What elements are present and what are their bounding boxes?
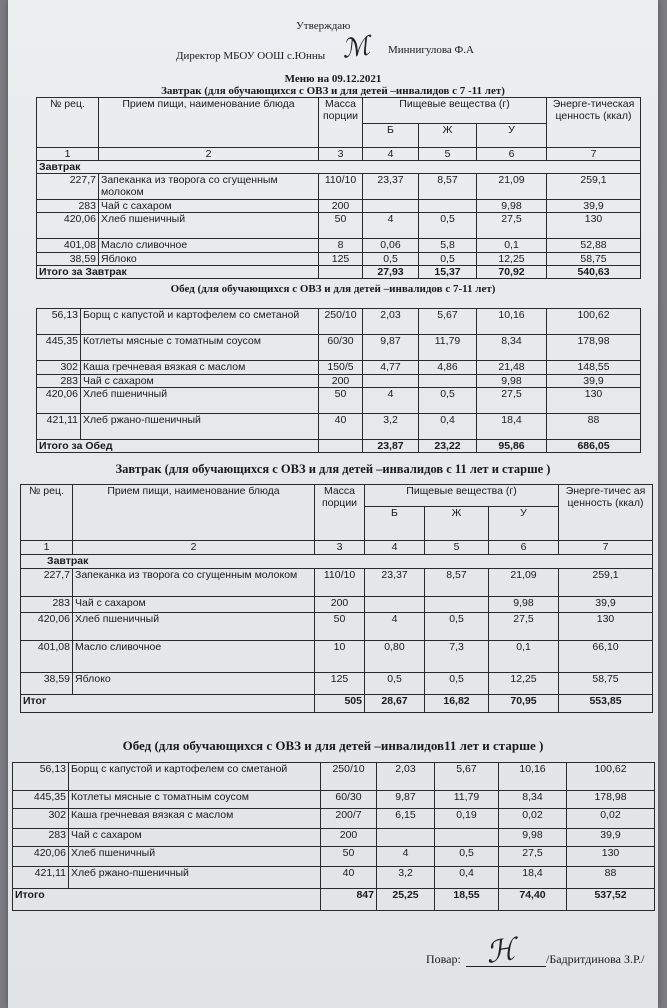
colnum: 2 [73, 541, 315, 555]
protein: 4 [363, 213, 419, 239]
carbs: 27,5 [489, 613, 559, 641]
table-row [21, 673, 653, 695]
cook-name: /Бадритдинова З.Р./ [546, 952, 645, 966]
dish-name: Яблоко [99, 253, 319, 266]
total-fat: 16,82 [425, 695, 489, 713]
energy: 259,1 [547, 174, 641, 200]
mass: 200 [321, 829, 377, 847]
colnum: 7 [547, 148, 641, 161]
protein: 9,87 [377, 791, 435, 809]
fat: 7,3 [425, 641, 489, 673]
total-mass [319, 266, 363, 279]
mass: 200 [319, 375, 363, 388]
fat [435, 829, 499, 847]
total-protein: 27,93 [363, 266, 419, 279]
energy: 130 [567, 847, 655, 867]
director-line: Директор МБОУ ООШ с.Юнны [176, 50, 326, 62]
header-nutrients: Пищевые вещества (г) [365, 485, 559, 507]
carbs: 8,34 [477, 335, 547, 361]
header-mass: Масса порции [315, 485, 365, 541]
energy: 39,9 [547, 375, 641, 388]
colnum: 6 [489, 541, 559, 555]
carbs: 27,5 [477, 388, 547, 414]
total-energy: 686,05 [547, 440, 641, 453]
fat: 5,8 [419, 239, 477, 253]
carbs: 9,98 [499, 829, 567, 847]
protein: 4,77 [363, 361, 419, 375]
protein: 23,37 [365, 569, 425, 597]
mass: 50 [315, 613, 365, 641]
protein: 4 [365, 613, 425, 641]
colnum: 7 [559, 541, 653, 555]
breakfast-11plus-table [20, 484, 653, 713]
fat [419, 375, 477, 388]
header-b: Б [363, 124, 419, 148]
table-row [37, 361, 641, 375]
table-row [21, 597, 653, 613]
recipe-num: 302 [37, 361, 81, 375]
carbs: 9,98 [489, 597, 559, 613]
recipe-num: 56,13 [13, 763, 69, 791]
mass: 50 [319, 388, 363, 414]
menu-date: Меню на 09.12.2021 [284, 73, 382, 85]
table-row [37, 309, 641, 335]
dish-name: Каша гречневая вязкая с маслом [81, 361, 319, 375]
table-row [37, 375, 641, 388]
table-row [37, 253, 641, 266]
carbs: 27,5 [477, 213, 547, 239]
protein: 3,2 [377, 867, 435, 889]
colnum: 4 [365, 541, 425, 555]
table-row [13, 791, 655, 809]
energy: 58,75 [559, 673, 653, 695]
fat: 5,67 [419, 309, 477, 335]
mass: 125 [315, 673, 365, 695]
mass: 110/10 [315, 569, 365, 597]
mass: 150/5 [319, 361, 363, 375]
dish-name: Чай с сахаром [73, 597, 315, 613]
recipe-num: 227,7 [37, 174, 99, 200]
total-label: Итого за Обед [37, 440, 319, 453]
total-label: Итог [21, 695, 315, 713]
header-b: Б [365, 507, 425, 541]
recipe-num: 445,35 [13, 791, 69, 809]
carbs: 9,98 [477, 200, 547, 213]
recipe-num: 421,11 [13, 867, 69, 889]
dish-name: Чай с сахаром [81, 375, 319, 388]
carbs: 9,98 [477, 375, 547, 388]
header-energy: Энерге-тичес ая ценность (ккал) [559, 485, 653, 541]
energy: 66,10 [559, 641, 653, 673]
recipe-num: 421,11 [37, 414, 81, 440]
carbs: 12,25 [477, 253, 547, 266]
fat: 0,4 [435, 867, 499, 889]
carbs: 0,02 [499, 809, 567, 829]
mass: 50 [319, 213, 363, 239]
approve-label: Утверждаю [296, 20, 351, 32]
recipe-num: 420,06 [37, 388, 81, 414]
energy: 130 [547, 388, 641, 414]
mass: 60/30 [321, 791, 377, 809]
table-row [13, 763, 655, 791]
protein: 0,06 [363, 239, 419, 253]
recipe-num: 56,13 [37, 309, 81, 335]
recipe-num: 283 [37, 200, 99, 213]
recipe-num: 420,06 [37, 213, 99, 239]
protein: 4 [377, 847, 435, 867]
mass: 110/10 [319, 174, 363, 200]
header-energy: Энерге-тическая ценность (ккал) [547, 98, 641, 148]
cook-signature: ℋ [483, 932, 518, 971]
breakfast-7-11-table [36, 97, 641, 279]
energy: 58,75 [547, 253, 641, 266]
fat: 0,4 [419, 414, 477, 440]
recipe-num: 38,59 [37, 253, 99, 266]
mass: 10 [315, 641, 365, 673]
section-title: Завтрак (для обучающихся с ОВЗ и для детей –инвалидов с 11 лет и старше ) [115, 462, 551, 476]
section-title: Обед (для обучающихся с ОВЗ и для детей –инвалидов11 лет и старше ) [122, 738, 544, 753]
total-row [37, 266, 641, 279]
fat: 0,5 [419, 213, 477, 239]
fat [425, 597, 489, 613]
table-row [37, 213, 641, 239]
protein: 3,2 [363, 414, 419, 440]
colnum: 3 [315, 541, 365, 555]
header-u: У [489, 507, 559, 541]
dish-name: Хлеб пшеничный [99, 213, 319, 239]
header-name: Прием пищи, наименование блюда [99, 98, 319, 148]
mass: 250/10 [319, 309, 363, 335]
carbs: 18,4 [477, 414, 547, 440]
carbs: 27,5 [499, 847, 567, 867]
dish-name: Чай с сахаром [69, 829, 321, 847]
fat: 8,57 [419, 174, 477, 200]
fat: 8,57 [425, 569, 489, 597]
recipe-num: 38,59 [21, 673, 73, 695]
total-carbs: 74,40 [499, 889, 567, 911]
dish-name: Чай с сахаром [99, 200, 319, 213]
energy: 39,9 [547, 200, 641, 213]
mass: 60/30 [319, 335, 363, 361]
carbs: 8,34 [499, 791, 567, 809]
protein: 2,03 [377, 763, 435, 791]
group-label: Завтрак [37, 161, 641, 174]
total-row [13, 889, 655, 911]
dish-name: Масло сливочное [99, 239, 319, 253]
total-label: Итого [13, 889, 321, 911]
total-mass [319, 440, 363, 453]
table-row [21, 569, 653, 597]
dish-name: Запеканка из творога со сгущенным молоком [99, 174, 319, 200]
recipe-num: 302 [13, 809, 69, 829]
section-title: Завтрак (для обучающихся с ОВЗ и для детей –инвалидов с 7 -11 лет) [161, 85, 505, 97]
protein: 0,80 [365, 641, 425, 673]
energy: 88 [567, 867, 655, 889]
dish-name: Хлеб пшеничный [69, 847, 321, 867]
energy: 148,55 [547, 361, 641, 375]
carbs: 21,09 [477, 174, 547, 200]
recipe-num: 401,08 [21, 641, 73, 673]
fat [419, 200, 477, 213]
recipe-num: 401,08 [37, 239, 99, 253]
energy: 178,98 [567, 791, 655, 809]
fat: 0,5 [435, 847, 499, 867]
colnum: 4 [363, 148, 419, 161]
total-energy: 553,85 [559, 695, 653, 713]
table-row [13, 867, 655, 889]
table-row [37, 174, 641, 200]
fat: 0,5 [419, 253, 477, 266]
table-row [37, 335, 641, 361]
total-protein: 25,25 [377, 889, 435, 911]
energy: 88 [547, 414, 641, 440]
table-row [13, 847, 655, 867]
colnum: 5 [425, 541, 489, 555]
dish-name: Хлеб ржано-пшеничный [81, 414, 319, 440]
fat: 0,5 [419, 388, 477, 414]
energy: 130 [559, 613, 653, 641]
dish-name: Каша гречневая вязкая с маслом [69, 809, 321, 829]
table-row [37, 239, 641, 253]
carbs: 18,4 [499, 867, 567, 889]
energy: 39,9 [559, 597, 653, 613]
recipe-num: 283 [13, 829, 69, 847]
colnum: 1 [21, 541, 73, 555]
director-signature: ℳ [340, 31, 372, 65]
colnum: 5 [419, 148, 477, 161]
table-row [37, 388, 641, 414]
header-u: У [477, 124, 547, 148]
energy: 0,02 [567, 809, 655, 829]
dish-name: Котлеты мясные с томатным соусом [69, 791, 321, 809]
table-row [21, 641, 653, 673]
director-name: Миннигулова Ф.А [388, 44, 474, 56]
recipe-num: 283 [37, 375, 81, 388]
protein: 4 [363, 388, 419, 414]
header-num: № рец. [37, 98, 99, 148]
total-carbs: 70,95 [489, 695, 559, 713]
total-mass: 847 [321, 889, 377, 911]
group-label: Завтрак [21, 555, 653, 569]
dish-name: Котлеты мясные с томатным соусом [81, 335, 319, 361]
header-name: Прием пищи, наименование блюда [73, 485, 315, 541]
header-zh: Ж [419, 124, 477, 148]
protein [377, 829, 435, 847]
total-mass: 505 [315, 695, 365, 713]
mass: 40 [321, 867, 377, 889]
lunch-11plus-table [12, 762, 655, 911]
recipe-num: 445,35 [37, 335, 81, 361]
energy: 130 [547, 213, 641, 239]
energy: 100,62 [547, 309, 641, 335]
energy: 39,9 [567, 829, 655, 847]
menu-document [8, 0, 658, 1008]
energy: 178,98 [547, 335, 641, 361]
table-row [37, 414, 641, 440]
total-protein: 23,87 [363, 440, 419, 453]
fat: 4,86 [419, 361, 477, 375]
mass: 200/7 [321, 809, 377, 829]
mass: 200 [319, 200, 363, 213]
dish-name: Масло сливочное [73, 641, 315, 673]
protein: 23,37 [363, 174, 419, 200]
dish-name: Хлеб пшеничный [73, 613, 315, 641]
mass: 125 [319, 253, 363, 266]
dish-name: Борщ с капустой и картофелем со сметаной [81, 309, 319, 335]
energy: 100,62 [567, 763, 655, 791]
lunch-7-11-table [36, 308, 641, 453]
header-nutrients: Пищевые вещества (г) [363, 98, 547, 124]
protein: 2,03 [363, 309, 419, 335]
cook-label: Повар: [426, 952, 461, 966]
mass: 50 [321, 847, 377, 867]
colnum: 3 [319, 148, 363, 161]
total-carbs: 70,92 [477, 266, 547, 279]
colnum: 1 [37, 148, 99, 161]
carbs: 0,1 [477, 239, 547, 253]
fat: 11,79 [435, 791, 499, 809]
total-fat: 23,22 [419, 440, 477, 453]
protein [363, 200, 419, 213]
energy: 259,1 [559, 569, 653, 597]
mass: 250/10 [321, 763, 377, 791]
mass: 8 [319, 239, 363, 253]
fat: 11,79 [419, 335, 477, 361]
dish-name: Хлеб ржано-пшеничный [69, 867, 321, 889]
fat: 0,5 [425, 673, 489, 695]
recipe-num: 227,7 [21, 569, 73, 597]
section-title: Обед (для обучающихся с ОВЗ и для детей –инвалидов с 7-11 лет) [170, 283, 496, 295]
carbs: 10,16 [499, 763, 567, 791]
header-num: № рец. [21, 485, 73, 541]
protein: 9,87 [363, 335, 419, 361]
total-fat: 15,37 [419, 266, 477, 279]
mass: 40 [319, 414, 363, 440]
recipe-num: 420,06 [13, 847, 69, 867]
energy: 52,88 [547, 239, 641, 253]
fat: 0,5 [425, 613, 489, 641]
dish-name: Яблоко [73, 673, 315, 695]
protein [365, 597, 425, 613]
total-energy: 537,52 [567, 889, 655, 911]
total-protein: 28,67 [365, 695, 425, 713]
total-fat: 18,55 [435, 889, 499, 911]
carbs: 0,1 [489, 641, 559, 673]
table-row [13, 809, 655, 829]
recipe-num: 283 [21, 597, 73, 613]
total-row [21, 695, 653, 713]
total-label: Итого за Завтрак [37, 266, 319, 279]
fat: 0,19 [435, 809, 499, 829]
dish-name: Запеканка из творога со сгущенным молоком [73, 569, 315, 597]
header-mass: Масса порции [319, 98, 363, 148]
protein: 0,5 [365, 673, 425, 695]
table-row [21, 613, 653, 641]
colnum: 2 [99, 148, 319, 161]
colnum: 6 [477, 148, 547, 161]
total-carbs: 95,86 [477, 440, 547, 453]
header-zh: Ж [425, 507, 489, 541]
table-row [37, 200, 641, 213]
fat: 5,67 [435, 763, 499, 791]
mass: 200 [315, 597, 365, 613]
total-energy: 540,63 [547, 266, 641, 279]
protein: 0,5 [363, 253, 419, 266]
protein [363, 375, 419, 388]
table-row [13, 829, 655, 847]
protein: 6,15 [377, 809, 435, 829]
dish-name: Борщ с капустой и картофелем со сметаной [69, 763, 321, 791]
carbs: 21,48 [477, 361, 547, 375]
recipe-num: 420,06 [21, 613, 73, 641]
dish-name: Хлеб пшеничный [81, 388, 319, 414]
total-row [37, 440, 641, 453]
carbs: 21,09 [489, 569, 559, 597]
carbs: 12,25 [489, 673, 559, 695]
carbs: 10,16 [477, 309, 547, 335]
